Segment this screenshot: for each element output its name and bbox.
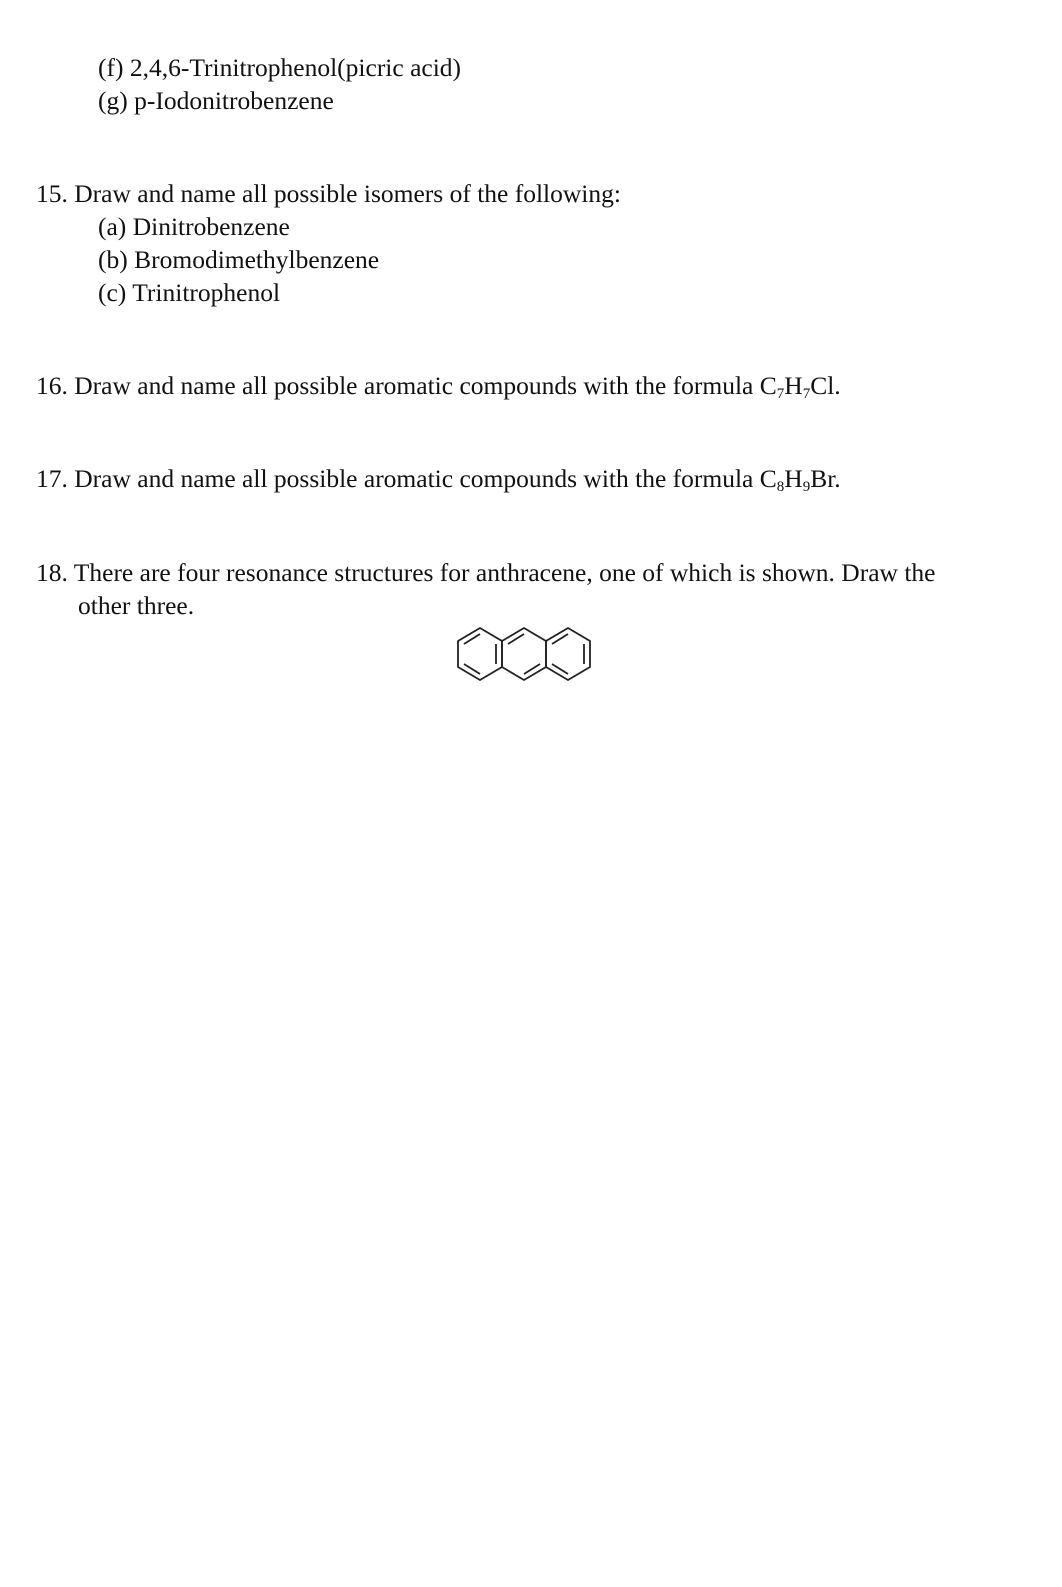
question-15 (36, 178, 621, 210)
formula-carbon-count: 8 (776, 479, 785, 495)
item-a-text: Dinitrobenzene (132, 212, 290, 241)
question-15-number: 15. (36, 179, 68, 208)
formula-hydrogen-count: 7 (802, 386, 811, 402)
question-17 (36, 463, 841, 495)
item-f-text: 2,4,6-Trinitrophenol(picric acid) (129, 53, 462, 82)
item-g-label: (g) (98, 86, 128, 115)
item-b-text: Bromodimethylbenzene (134, 245, 380, 274)
question-15-item-a (98, 211, 290, 243)
formula-carbon: C (759, 371, 777, 400)
formula-carbon: C (759, 464, 777, 493)
formula-halogen: Br. (810, 464, 841, 493)
question-18-number: 18. (36, 558, 68, 587)
question-15-item-c (98, 277, 280, 309)
question-17-prompt: Draw and name all possible aromatic compounds with the formula (74, 464, 754, 493)
anthracene-structure-icon (450, 622, 640, 692)
formula-halogen: Cl. (810, 371, 841, 400)
question-16-number: 16. (36, 371, 68, 400)
question-16 (36, 370, 841, 402)
question-18-continuation (78, 590, 194, 622)
question-18-line2: other three. (78, 591, 195, 620)
item-f-label: (f) (98, 53, 124, 82)
formula-hydrogen-count: 9 (802, 479, 811, 495)
question-17-formula (760, 464, 841, 493)
formula-hydrogen: H (784, 371, 803, 400)
question-16-prompt: Draw and name all possible aromatic compounds with the formula (74, 371, 754, 400)
item-g (98, 85, 334, 117)
item-b-label: (b) (98, 245, 128, 274)
question-16-formula (760, 371, 841, 400)
formula-hydrogen: H (784, 464, 803, 493)
question-15-prompt: Draw and name all possible isomers of the following: (74, 179, 621, 208)
question-18 (36, 557, 935, 589)
item-g-text: p-Iodonitrobenzene (134, 86, 334, 115)
item-c-label: (c) (98, 278, 127, 307)
formula-carbon-count: 7 (776, 386, 785, 402)
item-c-text: Trinitrophenol (132, 278, 281, 307)
question-17-number: 17. (36, 464, 68, 493)
question-15-item-b (98, 244, 379, 276)
middle-ring (502, 628, 546, 680)
question-18-line1: There are four resonance structures for anthracene, one of which is shown. Draw the (73, 558, 936, 587)
item-a-label: (a) (98, 212, 127, 241)
item-f (98, 52, 461, 84)
